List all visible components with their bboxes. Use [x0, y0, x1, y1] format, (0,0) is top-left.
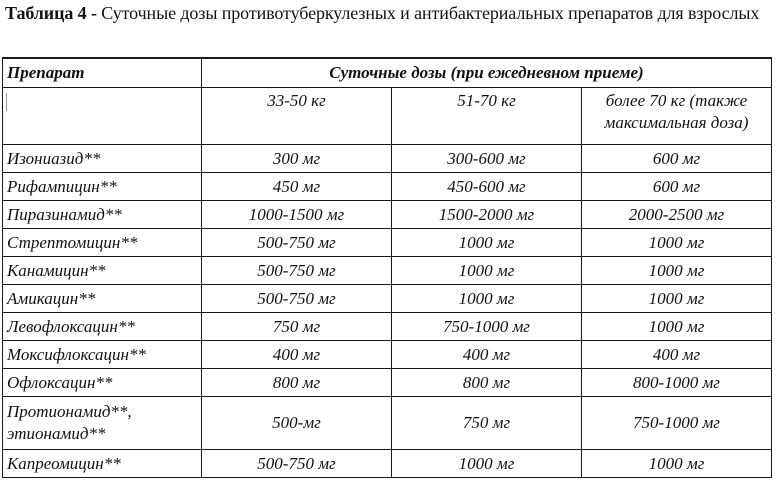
drug-name: Рифампицин**	[3, 173, 202, 201]
dose-over-70: 600 мг	[582, 173, 772, 201]
drug-name: Амикацин**	[3, 285, 202, 313]
weight-33-50: 33-50 кг	[202, 88, 392, 145]
text-cursor	[6, 93, 7, 111]
table-row	[3, 285, 772, 313]
table-row	[3, 450, 772, 478]
weight-header-row	[3, 88, 772, 145]
dose-51-70: 300-600 мг	[392, 145, 582, 173]
dose-51-70: 800 мг	[392, 369, 582, 397]
dose-over-70: 750-1000 мг	[582, 397, 772, 450]
caption-dash: -	[86, 3, 102, 23]
table-row	[3, 173, 772, 201]
table-row	[3, 313, 772, 341]
dose-over-70: 400 мг	[582, 341, 772, 369]
dose-over-70: 1000 мг	[582, 229, 772, 257]
dose-33-50: 500-750 мг	[202, 257, 392, 285]
dose-33-50: 800 мг	[202, 369, 392, 397]
dose-33-50: 500-750 мг	[202, 450, 392, 478]
dose-33-50: 1000-1500 мг	[202, 201, 392, 229]
dose-51-70: 400 мг	[392, 341, 582, 369]
drug-name: Левофлоксацин**	[3, 313, 202, 341]
drug-name: Моксифлоксацин**	[3, 341, 202, 369]
dose-over-70: 1000 мг	[582, 450, 772, 478]
drug-name: Капреомицин**	[3, 450, 202, 478]
caption-label: Таблица 4	[5, 3, 87, 23]
dose-33-50: 750 мг	[202, 313, 392, 341]
dose-51-70: 1000 мг	[392, 285, 582, 313]
weight-over-70: более 70 кг (также максимальная доза)	[582, 88, 772, 145]
drug-name: Пиразинамид**	[3, 201, 202, 229]
dose-51-70: 1000 мг	[392, 257, 582, 285]
dose-33-50: 450 мг	[202, 173, 392, 201]
dose-33-50: 500-750 мг	[202, 229, 392, 257]
table-row	[3, 229, 772, 257]
table-row	[3, 341, 772, 369]
table-row	[3, 201, 772, 229]
weight-header-empty	[3, 88, 202, 145]
table-caption	[5, 1, 775, 26]
header-row	[3, 58, 772, 88]
drug-name: Изониазид**	[3, 145, 202, 173]
table-row	[3, 397, 772, 450]
dose-over-70: 2000-2500 мг	[582, 201, 772, 229]
dose-over-70: 600 мг	[582, 145, 772, 173]
dose-over-70: 800-1000 мг	[582, 369, 772, 397]
header-doses: Суточные дозы (при ежедневном приеме)	[202, 58, 772, 88]
dose-51-70: 1000 мг	[392, 450, 582, 478]
dose-over-70: 1000 мг	[582, 285, 772, 313]
dose-over-70: 1000 мг	[582, 257, 772, 285]
caption-text: Суточные дозы противотуберкулезных и антибактериальных препаратов для взрослых	[101, 3, 760, 23]
drug-name: Стрептомицин**	[3, 229, 202, 257]
table-row	[3, 145, 772, 173]
header-drug: Препарат	[3, 58, 202, 88]
dose-51-70: 450-600 мг	[392, 173, 582, 201]
table-row	[3, 257, 772, 285]
dose-33-50: 300 мг	[202, 145, 392, 173]
dose-33-50: 500-750 мг	[202, 285, 392, 313]
weight-51-70: 51-70 кг	[392, 88, 582, 145]
dose-51-70: 750-1000 мг	[392, 313, 582, 341]
dose-51-70: 1500-2000 мг	[392, 201, 582, 229]
dose-51-70: 750 мг	[392, 397, 582, 450]
dose-33-50: 500-мг	[202, 397, 392, 450]
dose-51-70: 1000 мг	[392, 229, 582, 257]
drug-name: Офлоксацин**	[3, 369, 202, 397]
table-row	[3, 369, 772, 397]
dose-33-50: 400 мг	[202, 341, 392, 369]
dosage-table	[2, 57, 772, 478]
drug-name: Канамицин**	[3, 257, 202, 285]
drug-name: Протионамид**, этионамид**	[3, 397, 202, 450]
dose-over-70: 1000 мг	[582, 313, 772, 341]
